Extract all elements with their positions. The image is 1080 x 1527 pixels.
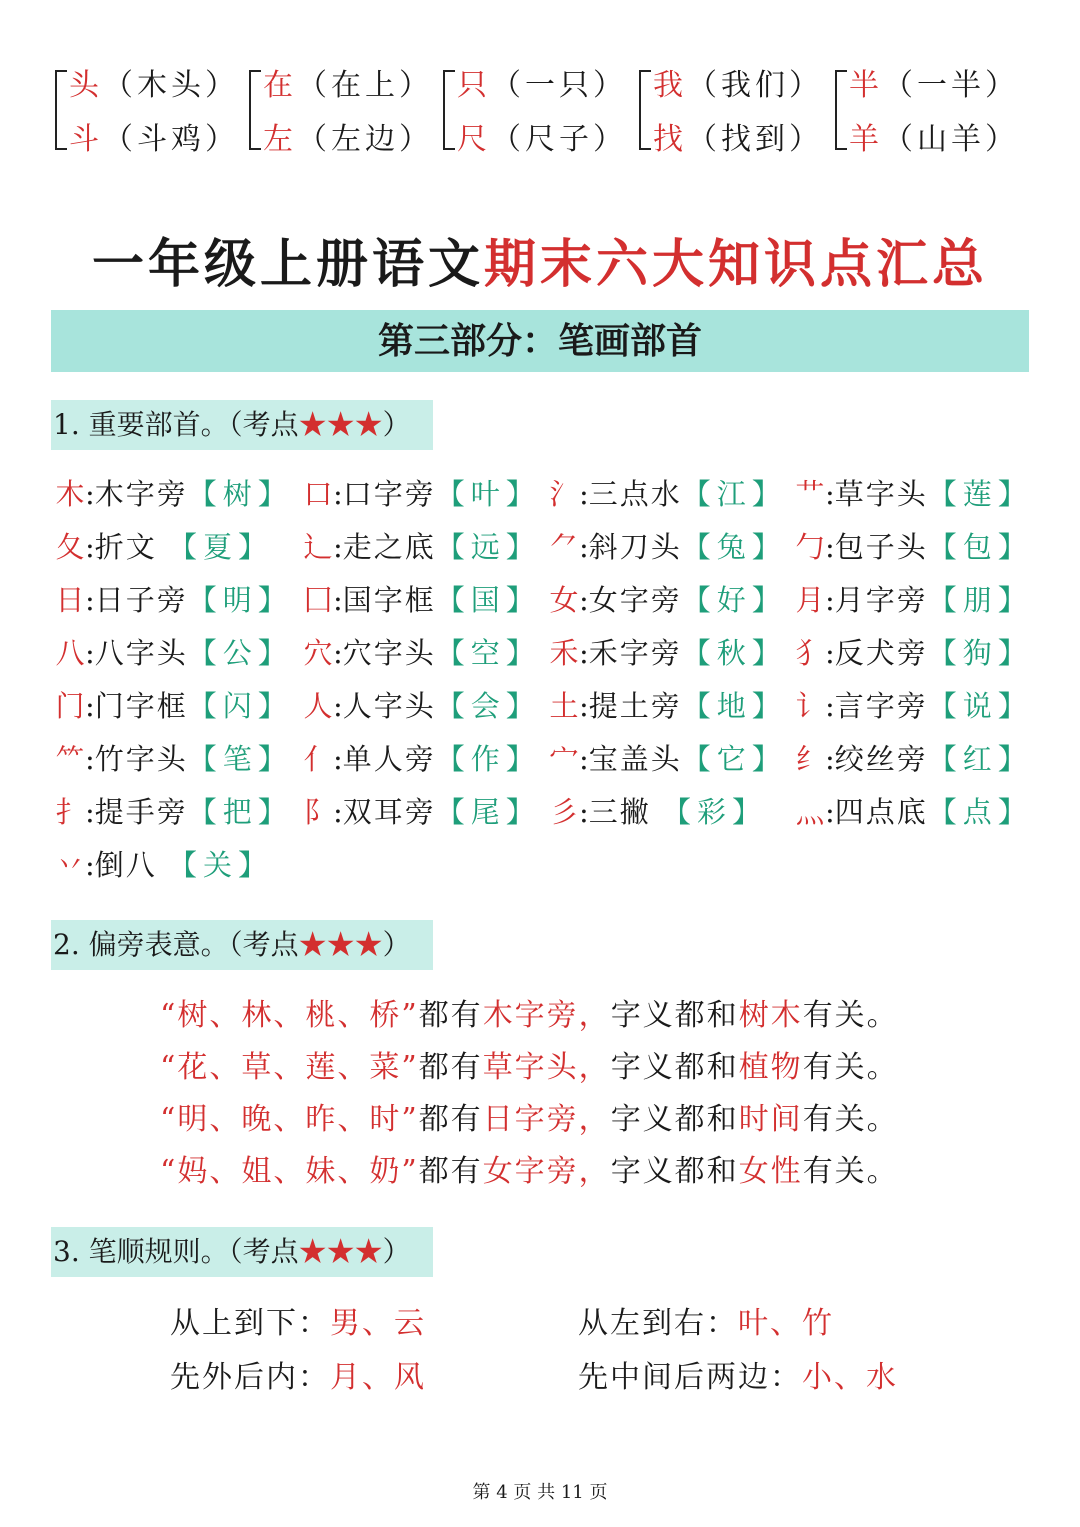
meaning-text: 有关。: [802, 1050, 899, 1085]
meaning-text: 都有: [418, 1154, 483, 1189]
radical-example: 【作】: [435, 742, 541, 776]
radical-item: [549, 627, 794, 680]
stroke-rules: [170, 1297, 970, 1405]
stroke-example: 小、水: [802, 1360, 898, 1395]
pair-char: 羊: [849, 122, 883, 157]
heading-text: 1. 重要部首。（考点: [53, 408, 299, 441]
radical-item: [549, 468, 794, 521]
colon: :: [579, 795, 589, 829]
radical-item: [55, 839, 300, 892]
stroke-example: 男、云: [330, 1306, 426, 1341]
radical-symbol: 艹: [795, 477, 825, 511]
colon: :: [85, 795, 95, 829]
pair-word: （一半）: [883, 68, 1019, 103]
radical-name: 日子旁: [94, 583, 188, 617]
radical-symbol: 日: [55, 583, 85, 617]
radical-item: [303, 627, 548, 680]
radical-row: [55, 468, 1035, 521]
radical-symbol: 勹: [795, 530, 825, 564]
radical-name: 提手旁: [94, 795, 188, 829]
radical-name: 折文: [94, 530, 168, 564]
colon: :: [579, 636, 589, 670]
radical-row: [55, 574, 1035, 627]
pair-2: [249, 58, 439, 158]
colon: :: [333, 477, 343, 511]
meaning-text: 都有: [418, 1102, 483, 1137]
meaning-row: [160, 990, 960, 1042]
heading-stroke-order: [51, 1227, 433, 1277]
radical-item: [303, 680, 548, 733]
radical-symbol: 扌: [55, 795, 85, 829]
meaning-topic: 树木: [738, 998, 803, 1033]
radical-example: 【笔】: [187, 742, 293, 776]
radical-example: 【好】: [681, 583, 787, 617]
radical-name: 反犬旁: [834, 636, 928, 670]
pair-word: （一只）: [491, 68, 627, 103]
page-title: [0, 222, 1080, 297]
radical-symbol: 女: [549, 583, 579, 617]
meaning-text: 都有: [418, 998, 483, 1033]
meaning-row: [160, 1146, 960, 1198]
radical-item: [303, 786, 548, 839]
stroke-example: 叶、竹: [738, 1306, 834, 1341]
radical-example: 【国】: [435, 583, 541, 617]
radical-item: [795, 733, 1040, 786]
colon: :: [579, 742, 589, 776]
meaning-radical: 女字旁，: [482, 1154, 611, 1189]
radical-symbol: ⺈: [549, 530, 579, 564]
radical-name: 竹字头: [94, 742, 188, 776]
radical-item: [795, 627, 1040, 680]
radical-example: 【红】: [927, 742, 1033, 776]
pair-char: 在: [263, 68, 297, 103]
colon: :: [333, 742, 343, 776]
radical-symbol: 灬: [795, 795, 825, 829]
stroke-rule: 先中间后两边：: [578, 1360, 802, 1395]
bracket: [835, 70, 847, 150]
pair-word: （尺子）: [491, 122, 627, 157]
radical-symbol: 月: [795, 583, 825, 617]
radical-table: [55, 468, 1035, 892]
colon: :: [825, 636, 835, 670]
radical-symbol: 讠: [795, 689, 825, 723]
meaning-text: 字义都和: [610, 1154, 739, 1189]
radical-symbol: 八: [55, 636, 85, 670]
radical-item: [303, 468, 548, 521]
radical-row: [55, 786, 1035, 839]
radical-example: 【树】: [187, 477, 293, 511]
page-footer: 第 4 页 共 11 页: [472, 1482, 608, 1503]
radical-symbol: 阝: [303, 795, 333, 829]
stroke-example: 月、风: [330, 1360, 426, 1395]
radical-example: 【兔】: [681, 530, 787, 564]
pair-1: [55, 58, 245, 158]
meaning-radical: 草字头，: [482, 1050, 611, 1085]
radical-example: 【朋】: [927, 583, 1033, 617]
pair-word: （木头）: [103, 68, 239, 103]
meaning-chars: “明、晚、昨、时”: [160, 1102, 419, 1137]
colon: :: [579, 530, 589, 564]
radical-name: 人字头: [342, 689, 436, 723]
stroke-rule: 从左到右：: [578, 1306, 738, 1341]
meaning-topic: 植物: [738, 1050, 803, 1085]
bracket: [55, 70, 67, 150]
radical-symbol: 犭: [795, 636, 825, 670]
heading-text: 2. 偏旁表意。（考点: [53, 928, 299, 961]
stroke-row: [170, 1351, 970, 1405]
colon: :: [85, 583, 95, 617]
meaning-radical: 日字旁，: [482, 1102, 611, 1137]
radical-example: 【把】: [187, 795, 293, 829]
meaning-chars: “树、林、桃、桥”: [160, 998, 419, 1033]
radical-item: [55, 468, 300, 521]
radical-example: 【尾】: [435, 795, 541, 829]
bracket: [639, 70, 651, 150]
star-icon: ★★★: [298, 408, 383, 441]
radical-row: [55, 839, 1035, 892]
radical-name: 门字框: [94, 689, 188, 723]
radical-example: 【夏】: [168, 530, 274, 564]
radical-example: 【狗】: [927, 636, 1033, 670]
radical-name: 禾字旁: [588, 636, 682, 670]
radical-symbol: 人: [303, 689, 333, 723]
meaning-text: 都有: [418, 1050, 483, 1085]
pair-word: （在上）: [297, 68, 433, 103]
radical-symbol: 氵: [549, 477, 579, 511]
radical-item: [795, 521, 1040, 574]
meaning-row: [160, 1042, 960, 1094]
radical-example: 【点】: [927, 795, 1033, 829]
meaning-topic: 时间: [738, 1102, 803, 1137]
star-icon: ★★★: [298, 1235, 383, 1268]
bracket: [443, 70, 455, 150]
pair-char: 只: [457, 68, 491, 103]
meaning-chars: “妈、姐、妹、奶”: [160, 1154, 419, 1189]
heading-close: ）: [382, 408, 411, 441]
radical-name: 绞丝旁: [834, 742, 928, 776]
radical-example: 【说】: [927, 689, 1033, 723]
radical-name: 走之底: [342, 530, 436, 564]
radical-name: 斜刀头: [588, 530, 682, 564]
radical-name: 包子头: [834, 530, 928, 564]
title-part2: 期末六大知识点汇总: [484, 234, 989, 295]
radical-item: [55, 786, 300, 839]
radical-example: 【它】: [681, 742, 787, 776]
heading-radicals: [51, 400, 433, 450]
radical-example: 【地】: [681, 689, 787, 723]
radical-name: 提土旁: [588, 689, 682, 723]
radical-row: [55, 733, 1035, 786]
colon: :: [579, 583, 589, 617]
heading-close: ）: [382, 928, 411, 961]
heading-close: ）: [382, 1235, 411, 1268]
radical-item: [55, 733, 300, 786]
radical-example: 【莲】: [927, 477, 1033, 511]
radical-name: 八字头: [94, 636, 188, 670]
pair-char: 尺: [457, 122, 491, 157]
radical-item: [55, 680, 300, 733]
pair-3: [443, 58, 633, 158]
radical-name: 月字旁: [834, 583, 928, 617]
radical-example: 【江】: [681, 477, 787, 511]
radical-row: [55, 521, 1035, 574]
title-part1: 一年级上册语文: [91, 234, 484, 295]
colon: :: [825, 583, 835, 617]
pair-word: （斗鸡）: [103, 122, 239, 157]
radical-item: [795, 680, 1040, 733]
radical-symbol: 彡: [549, 795, 579, 829]
radical-symbol: 亻: [303, 742, 333, 776]
colon: :: [333, 795, 343, 829]
char-pairs: [55, 58, 1045, 158]
radical-symbol: ⺮: [55, 742, 85, 776]
radical-name: 言字旁: [834, 689, 928, 723]
pair-word: （山羊）: [883, 122, 1019, 157]
meaning-chars: “花、草、莲、菜”: [160, 1050, 419, 1085]
star-icon: ★★★: [298, 928, 383, 961]
pair-word: （我们）: [687, 68, 823, 103]
radical-name: 三撇: [588, 795, 662, 829]
colon: :: [579, 477, 589, 511]
colon: :: [85, 689, 95, 723]
colon: :: [333, 530, 343, 564]
colon: :: [85, 530, 95, 564]
bracket: [249, 70, 261, 150]
colon: :: [579, 689, 589, 723]
section-title: 第三部分：笔画部首: [51, 310, 1029, 372]
colon: :: [85, 477, 95, 511]
meaning-text: 字义都和: [610, 1050, 739, 1085]
meaning-text: 有关。: [802, 1102, 899, 1137]
radical-item: [549, 733, 794, 786]
heading-meaning: [51, 920, 433, 970]
radical-example: 【秋】: [681, 636, 787, 670]
stroke-rule: 从上到下：: [170, 1306, 330, 1341]
radical-example: 【公】: [187, 636, 293, 670]
radical-item: [303, 574, 548, 627]
radical-name: 女字旁: [588, 583, 682, 617]
radical-item: [55, 521, 300, 574]
radical-item: [549, 786, 794, 839]
meaning-text: 字义都和: [610, 1102, 739, 1137]
colon: :: [85, 636, 95, 670]
heading-text: 3. 笔顺规则。（考点: [53, 1235, 299, 1268]
radical-name: 草字头: [834, 477, 928, 511]
meaning-text: 字义都和: [610, 998, 739, 1033]
radical-example: 【包】: [927, 530, 1033, 564]
radical-example: 【关】: [168, 848, 274, 882]
meaning-text: 有关。: [802, 1154, 899, 1189]
meaning-row: [160, 1094, 960, 1146]
pair-4: [639, 58, 829, 158]
radical-symbol: 辶: [303, 530, 333, 564]
radical-item: [549, 680, 794, 733]
radical-name: 宝盖头: [588, 742, 682, 776]
stroke-rule: 先外后内：: [170, 1360, 330, 1395]
radical-example: 【远】: [435, 530, 541, 564]
colon: :: [333, 636, 343, 670]
radical-example: 【彩】: [662, 795, 768, 829]
radical-item: [55, 627, 300, 680]
radical-symbol: 宀: [549, 742, 579, 776]
meaning-list: [160, 990, 960, 1198]
radical-item: [795, 468, 1040, 521]
pair-char: 头: [69, 68, 103, 103]
colon: :: [825, 477, 835, 511]
radical-item: [795, 786, 1040, 839]
radical-item: [549, 521, 794, 574]
colon: :: [333, 583, 343, 617]
radical-example: 【叶】: [435, 477, 541, 511]
pair-char: 斗: [69, 122, 103, 157]
stroke-row: [170, 1297, 970, 1351]
pair-5: [835, 58, 1025, 158]
radical-symbol: 穴: [303, 636, 333, 670]
colon: :: [85, 742, 95, 776]
radical-name: 单人旁: [342, 742, 436, 776]
radical-name: 双耳旁: [342, 795, 436, 829]
radical-symbol: 门: [55, 689, 85, 723]
pair-word: （左边）: [297, 122, 433, 157]
pair-char: 找: [653, 122, 687, 157]
meaning-topic: 女性: [738, 1154, 803, 1189]
radical-symbol: 口: [303, 477, 333, 511]
radical-symbol: 土: [549, 689, 579, 723]
pair-char: 半: [849, 68, 883, 103]
meaning-text: 有关。: [802, 998, 899, 1033]
radical-symbol: 丷: [55, 848, 85, 882]
colon: :: [825, 689, 835, 723]
radical-item: [303, 521, 548, 574]
radical-name: 口字旁: [342, 477, 436, 511]
radical-name: 四点底: [834, 795, 928, 829]
radical-example: 【空】: [435, 636, 541, 670]
pair-char: 我: [653, 68, 687, 103]
radical-row: [55, 680, 1035, 733]
colon: :: [333, 689, 343, 723]
radical-symbol: 禾: [549, 636, 579, 670]
radical-name: 倒八: [94, 848, 168, 882]
colon: :: [825, 795, 835, 829]
meaning-radical: 木字旁，: [482, 998, 611, 1033]
radical-item: [795, 574, 1040, 627]
colon: :: [825, 742, 835, 776]
radical-symbol: 夂: [55, 530, 85, 564]
colon: :: [85, 848, 95, 882]
radical-example: 【会】: [435, 689, 541, 723]
radical-example: 【明】: [187, 583, 293, 617]
radical-item: [55, 574, 300, 627]
colon: :: [825, 530, 835, 564]
radical-symbol: 木: [55, 477, 85, 511]
radical-item: [549, 574, 794, 627]
radical-name: 穴字头: [342, 636, 436, 670]
radical-name: 三点水: [588, 477, 682, 511]
radical-name: 木字旁: [94, 477, 188, 511]
radical-name: 国字框: [342, 583, 436, 617]
pair-char: 左: [263, 122, 297, 157]
pair-word: （找到）: [687, 122, 823, 157]
radical-symbol: 纟: [795, 742, 825, 776]
radical-example: 【闪】: [187, 689, 293, 723]
radical-symbol: 囗: [303, 583, 333, 617]
radical-row: [55, 627, 1035, 680]
radical-item: [303, 733, 548, 786]
